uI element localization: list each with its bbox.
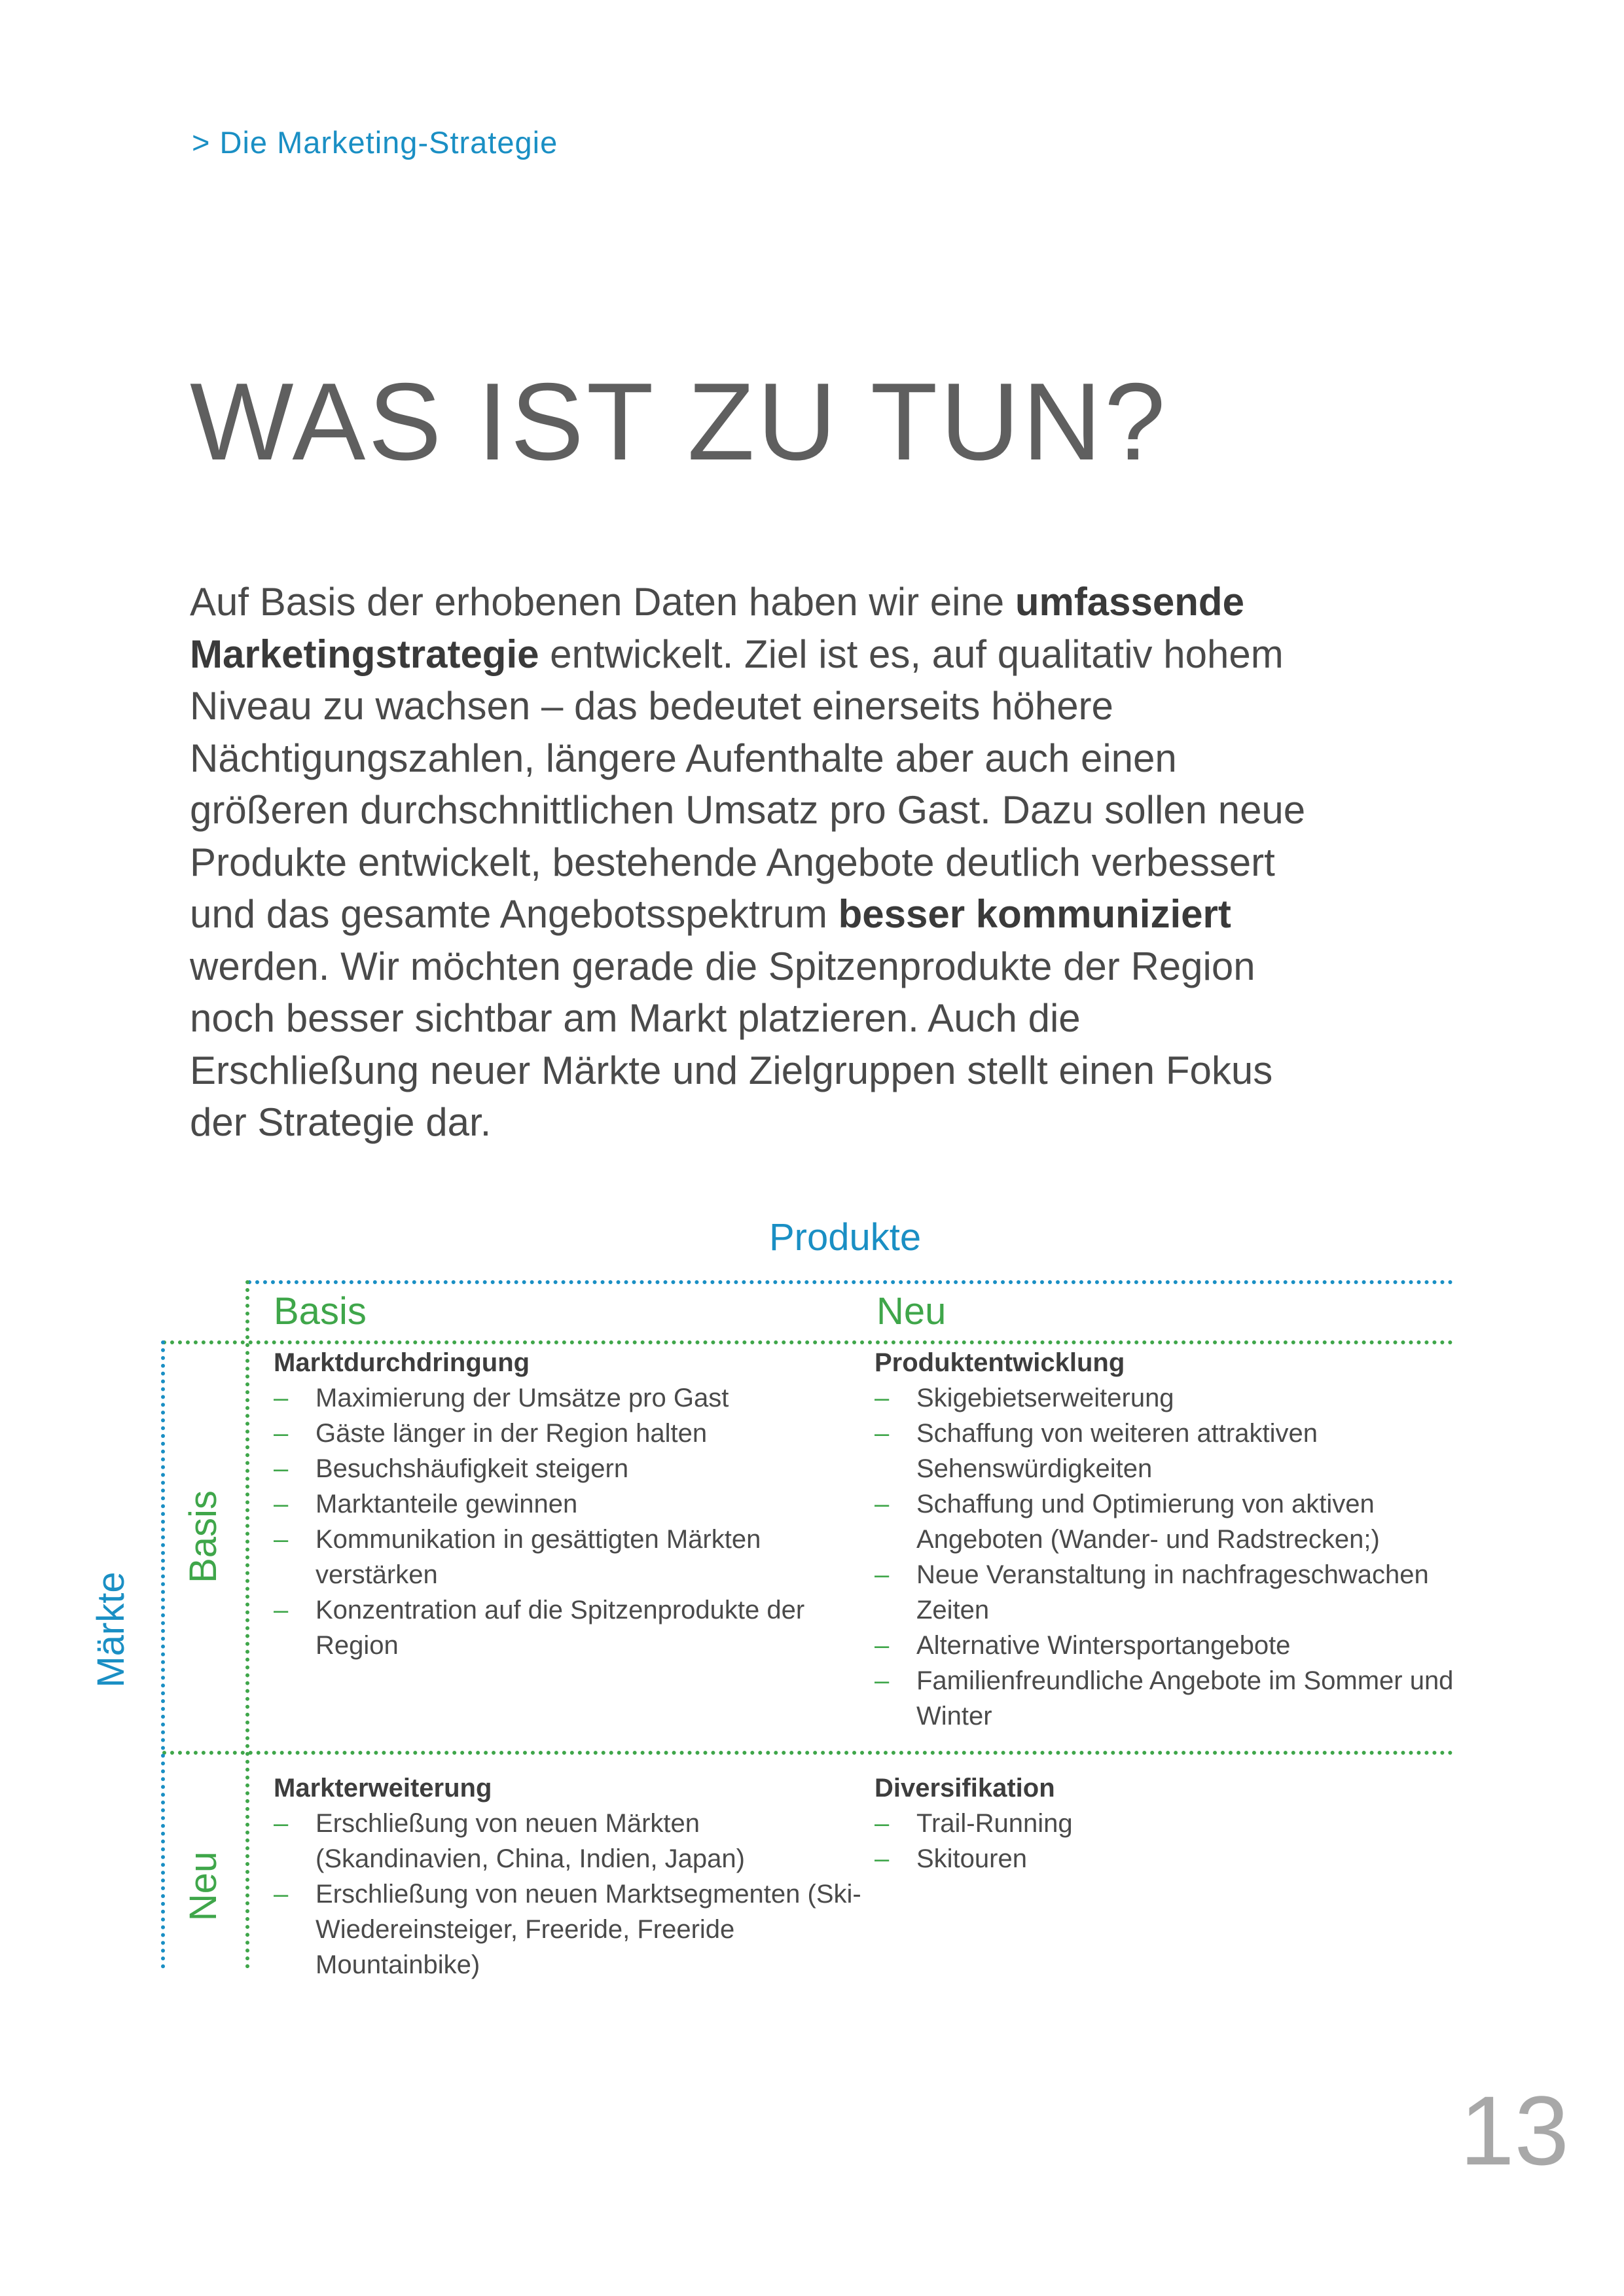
list-item-text: Gäste länger in der Region halten: [316, 1419, 708, 1448]
products-neu-label: Neu: [876, 1290, 947, 1333]
dash-bullet: –: [274, 1880, 289, 1909]
header-row-line: [162, 1340, 1453, 1344]
cell-list: [875, 1380, 1490, 1734]
list-item: [274, 1380, 863, 1416]
list-item: [875, 1486, 1490, 1557]
markets-neu-label: Neu: [182, 1851, 225, 1922]
dash-bullet: –: [875, 1560, 890, 1589]
products-basis-label: Basis: [274, 1290, 367, 1333]
list-item-text: Marktanteile gewinnen: [316, 1490, 578, 1518]
dash-bullet: –: [875, 1844, 890, 1873]
cell-title: Marktdurchdringung: [274, 1348, 530, 1377]
list-item-text: Schaffung und Optimierung von aktiven Angeboten (Wander- und Radstrecken;): [916, 1490, 1380, 1554]
grid-left-line: [245, 1280, 249, 1969]
intro-text: werden. Wir möchten gerade die Spitzenprodukte der Region noch besser sichtbar am Markt platzieren. Auch die Erschließung neuer Märkte und Zielgruppen stellt einen Fokus der Strategie dar.: [190, 944, 1273, 1144]
intro-emphasis: besser kommuniziert: [838, 892, 1231, 936]
list-item: [875, 1416, 1490, 1486]
cell-title: Markterweiterung: [274, 1774, 492, 1803]
list-item: [274, 1416, 863, 1451]
dash-bullet: –: [875, 1384, 890, 1412]
list-item-text: Konzentration auf die Spitzenprodukte der Region: [316, 1596, 805, 1660]
cell-produktentwicklung: [875, 1345, 1490, 1734]
dash-bullet: –: [875, 1419, 890, 1448]
list-item-text: Kommunikation in gesättigten Märkten verstärken: [316, 1525, 761, 1589]
dash-bullet: –: [274, 1419, 289, 1448]
cell-markterweiterung: [274, 1770, 863, 1982]
middle-row-line: [162, 1751, 1453, 1755]
cell-list: [875, 1806, 1490, 1876]
dash-bullet: –: [274, 1384, 289, 1412]
breadcrumb: > Die Marketing-Strategie: [192, 125, 558, 160]
list-item: [274, 1806, 863, 1876]
page-title: WAS IST ZU TUN?: [190, 360, 1168, 483]
markets-axis-line: [161, 1340, 165, 1969]
list-item: [875, 1663, 1490, 1734]
list-item-text: Familienfreundliche Angebote im Sommer und Winter: [916, 1666, 1454, 1731]
list-item: [274, 1522, 863, 1592]
cell-title: Produktentwicklung: [875, 1348, 1125, 1377]
cell-diversifikation: [875, 1770, 1490, 1876]
cell-list: [274, 1806, 863, 1982]
list-item: [875, 1628, 1490, 1663]
cell-marktdurchdringung: [274, 1345, 863, 1663]
intro-paragraph: [190, 576, 1316, 1149]
dash-bullet: –: [274, 1490, 289, 1518]
list-item-text: Erschließung von neuen Märkten (Skandinavien, China, Indien, Japan): [316, 1809, 745, 1873]
markets-basis-label: Basis: [182, 1490, 225, 1583]
list-item-text: Skitouren: [916, 1844, 1027, 1873]
dash-bullet: –: [875, 1666, 890, 1695]
list-item-text: Maximierung der Umsätze pro Gast: [316, 1384, 729, 1412]
markets-axis-label: Märkte: [90, 1571, 132, 1688]
intro-emphasis: umfassende Marketingstrategie: [190, 580, 1244, 676]
list-item: [875, 1380, 1490, 1416]
list-item: [875, 1557, 1490, 1628]
cell-list: [274, 1380, 863, 1663]
intro-text: entwickelt. Ziel ist es, auf qualitativ hohem Niveau zu wachsen – das bedeutet einerseits höhere Nächtigungszahlen, längere Aufenthalte aber auch einen größeren durchschnittlichen Umsatz pro Gast. Dazu sollen neue Produkte entwickelt, bestehende Angebote deutlich verbessert und das gesamte Angebotsspektrum: [190, 632, 1306, 936]
dash-bullet: –: [875, 1809, 890, 1838]
list-item-text: Alternative Wintersportangebote: [916, 1631, 1291, 1660]
list-item: [875, 1806, 1490, 1841]
list-item-text: Neue Veranstaltung in nachfrageschwachen Zeiten: [916, 1560, 1429, 1624]
dash-bullet: –: [274, 1454, 289, 1483]
list-item-text: Skigebietserweiterung: [916, 1384, 1174, 1412]
list-item: [274, 1451, 863, 1486]
list-item: [274, 1592, 863, 1663]
list-item: [875, 1841, 1490, 1876]
dash-bullet: –: [875, 1631, 890, 1660]
list-item-text: Erschließung von neuen Marktsegmenten (Ski-Wiedereinsteiger, Freeride, Freeride Mountainbike): [316, 1880, 861, 1979]
dash-bullet: –: [274, 1809, 289, 1838]
list-item-text: Schaffung von weiteren attraktiven Sehenswürdigkeiten: [916, 1419, 1318, 1483]
products-axis-label: Produkte: [769, 1216, 922, 1259]
dash-bullet: –: [274, 1525, 289, 1554]
cell-title: Diversifikation: [875, 1774, 1055, 1803]
list-item-text: Besuchshäufigkeit steigern: [316, 1454, 629, 1483]
dash-bullet: –: [875, 1490, 890, 1518]
list-item: [274, 1486, 863, 1522]
products-top-line: [247, 1280, 1453, 1284]
intro-text: Auf Basis der erhobenen Daten haben wir eine: [190, 580, 1015, 624]
dash-bullet: –: [274, 1596, 289, 1624]
list-item: [274, 1876, 863, 1982]
list-item-text: Trail-Running: [916, 1809, 1073, 1838]
page-number: 13: [1460, 2075, 1569, 2185]
